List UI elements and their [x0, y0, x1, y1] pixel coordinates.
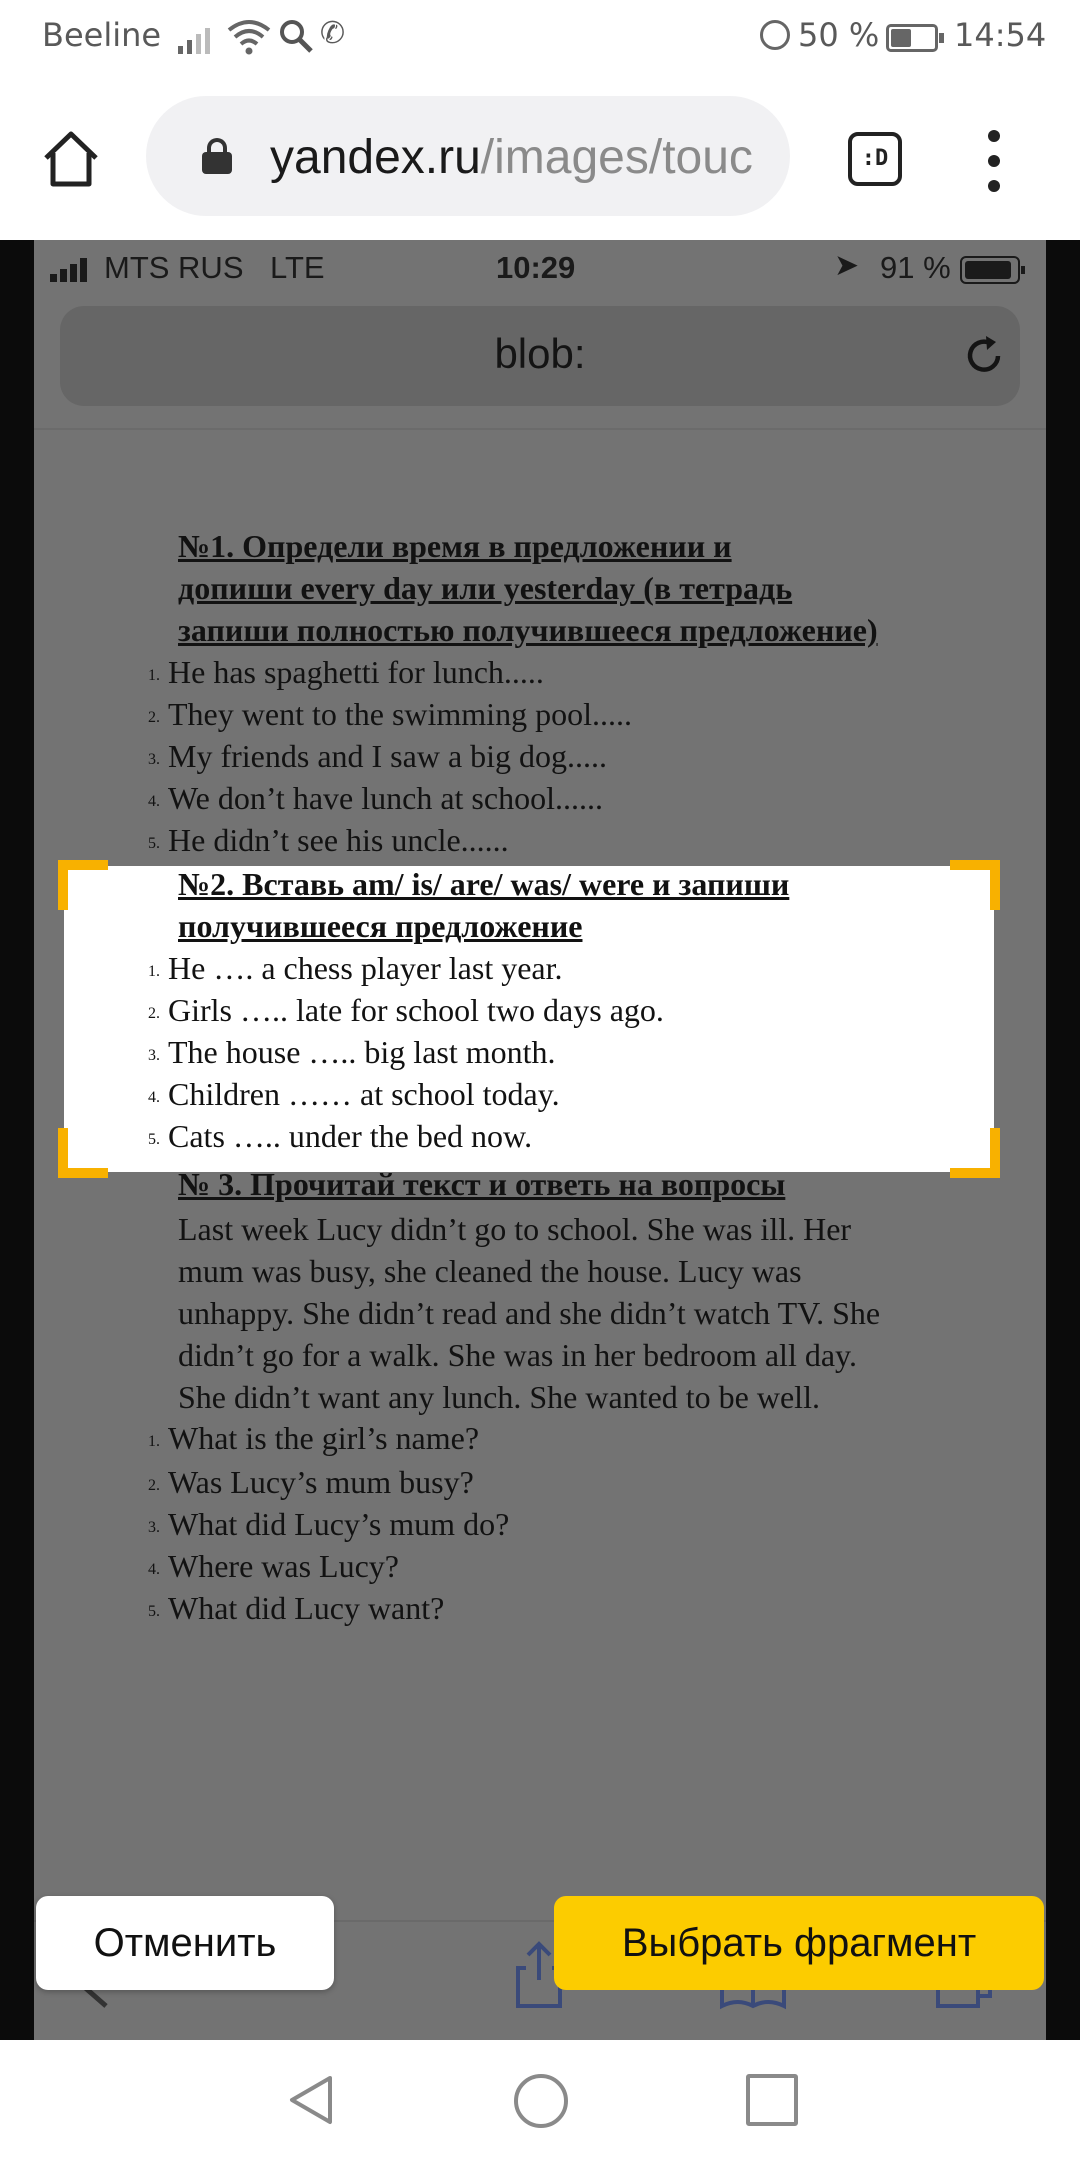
status-clock: 14:54	[954, 16, 1047, 54]
item-number: 1.	[148, 962, 160, 980]
task2-heading-line: №2. Вставь am/ is/ are/ was/ were и запиши	[178, 866, 790, 902]
screenshot-address-text: blob:	[494, 330, 586, 377]
item-number: 3.	[148, 1518, 160, 1536]
screenshot-battery-icon	[960, 256, 1020, 284]
item-number: 3.	[148, 750, 160, 768]
list-item	[148, 1116, 532, 1160]
screenshot-address-bar	[60, 306, 1020, 406]
item-number: 5.	[148, 1602, 160, 1620]
select-fragment-button[interactable]: Выбрать фрагмент	[554, 1896, 1044, 1990]
list-item	[148, 1588, 444, 1632]
crop-handle-top-right[interactable]	[950, 860, 1000, 910]
item-number: 1.	[148, 666, 160, 684]
url-host: yandex.ru	[270, 131, 481, 184]
wifi-icon	[226, 16, 272, 56]
item-text: He has spaghetti for lunch.....	[168, 654, 544, 690]
task1-heading-line: допиши every day или yesterday (в тетрадь	[178, 570, 793, 606]
item-text: Children …… at school today.	[168, 1076, 560, 1112]
browser-toolbar	[0, 76, 1080, 240]
crop-handle-bottom-left[interactable]	[58, 1128, 108, 1178]
location-arrow-icon: ➤	[834, 249, 860, 282]
item-text: My friends and I saw a big dog.....	[168, 738, 608, 774]
item-text: Girls ….. late for school two days ago.	[168, 992, 664, 1028]
screenshot-divider	[34, 428, 1046, 430]
image-viewer	[0, 240, 1080, 2040]
item-number: 2.	[148, 708, 160, 726]
android-nav-bar	[0, 2040, 1080, 2160]
task3-paragraph-line: unhappy. She didn’t read and she didn’t watch TV. She	[178, 1295, 881, 1331]
carrier-name: Beeline	[42, 16, 162, 54]
list-item	[148, 1546, 399, 1590]
search-icon	[278, 18, 314, 54]
screenshot-time: 10:29	[496, 250, 576, 285]
battery-percent: 50 %	[798, 16, 880, 54]
item-text: He didn’t see his uncle......	[168, 822, 509, 858]
url-text[interactable]	[270, 130, 778, 185]
item-text: What is the girl’s name?	[168, 1420, 480, 1456]
screenshot-battery-percent: 91 %	[880, 250, 951, 285]
phone-icon: ✆	[320, 16, 346, 51]
lock-icon	[202, 138, 232, 174]
item-number: 4.	[148, 1560, 160, 1578]
list-item	[148, 652, 544, 696]
task3-heading: № 3. Прочитай текст и ответь на вопросы	[178, 1166, 786, 1202]
screenshot-carrier: MTS RUS	[104, 250, 244, 285]
more-menu-icon[interactable]	[974, 126, 1014, 196]
battery-icon	[886, 24, 938, 52]
task3-paragraph-line: mum was busy, she cleaned the house. Lucy was	[178, 1253, 802, 1289]
cancel-button[interactable]: Отменить	[36, 1896, 334, 1990]
signal-icon	[178, 24, 218, 54]
list-item	[148, 1074, 560, 1118]
item-number: 2.	[148, 1004, 160, 1022]
item-number: 5.	[148, 834, 160, 852]
alarm-icon	[760, 20, 790, 50]
crop-handle-bottom-right[interactable]	[950, 1128, 1000, 1178]
list-item	[148, 1504, 509, 1548]
item-text: Was Lucy’s mum busy?	[168, 1464, 474, 1500]
item-number: 3.	[148, 1046, 160, 1064]
screenshot-status-bar	[34, 240, 1046, 296]
nav-back-icon[interactable]	[286, 2074, 336, 2126]
item-text: What did Lucy’s mum do?	[168, 1506, 510, 1542]
item-text: Cats ….. under the bed now.	[168, 1118, 533, 1154]
screenshot-network: LTE	[270, 250, 325, 285]
home-icon[interactable]	[38, 126, 104, 192]
task3-paragraph-line: Last week Lucy didn’t go to school. She was ill. Her	[178, 1211, 852, 1247]
list-item	[148, 948, 563, 992]
task1-heading-line: №1. Определи время в предложении и	[178, 528, 732, 564]
item-text: Where was Lucy?	[168, 1548, 399, 1584]
item-number: 1.	[148, 1432, 160, 1450]
crop-selection[interactable]	[64, 866, 994, 1172]
list-item	[148, 820, 509, 864]
list-item	[148, 778, 603, 822]
list-item	[148, 990, 664, 1034]
task3-paragraph-line: didn’t go for a walk. She was in her bedroom all day.	[178, 1337, 857, 1373]
url-path: /images/touc	[480, 131, 753, 184]
task1-heading-line: запиши полностью получившееся предложение)	[178, 612, 878, 648]
nav-home-icon[interactable]	[514, 2074, 568, 2128]
task2-heading-line: получившееся предложение	[178, 908, 583, 944]
address-bar[interactable]	[146, 96, 790, 216]
list-item	[148, 1418, 479, 1462]
item-number: 5.	[148, 1130, 160, 1148]
list-item	[148, 1462, 474, 1506]
screenshot-image	[34, 240, 1046, 2040]
list-item	[148, 1032, 556, 1076]
reload-icon	[960, 332, 1008, 380]
item-number: 4.	[148, 792, 160, 810]
item-text: We don’t have lunch at school......	[168, 780, 603, 816]
nav-recents-icon[interactable]	[746, 2074, 798, 2126]
item-text: The house ….. big last month.	[168, 1034, 556, 1070]
item-text: They went to the swimming pool.....	[168, 696, 632, 732]
screenshot-signal-icon	[50, 258, 90, 282]
item-number: 4.	[148, 1088, 160, 1106]
item-text: He …. a chess player last year.	[168, 950, 563, 986]
task3-paragraph-line: She didn’t want any lunch. She wanted to be well.	[178, 1379, 820, 1415]
list-item	[148, 694, 632, 738]
item-text: What did Lucy want?	[168, 1590, 445, 1626]
android-status-bar	[0, 0, 1080, 76]
list-item	[148, 736, 607, 780]
crop-handle-top-left[interactable]	[58, 860, 108, 910]
tabs-button[interactable]: :D	[848, 132, 902, 186]
item-number: 2.	[148, 1476, 160, 1494]
